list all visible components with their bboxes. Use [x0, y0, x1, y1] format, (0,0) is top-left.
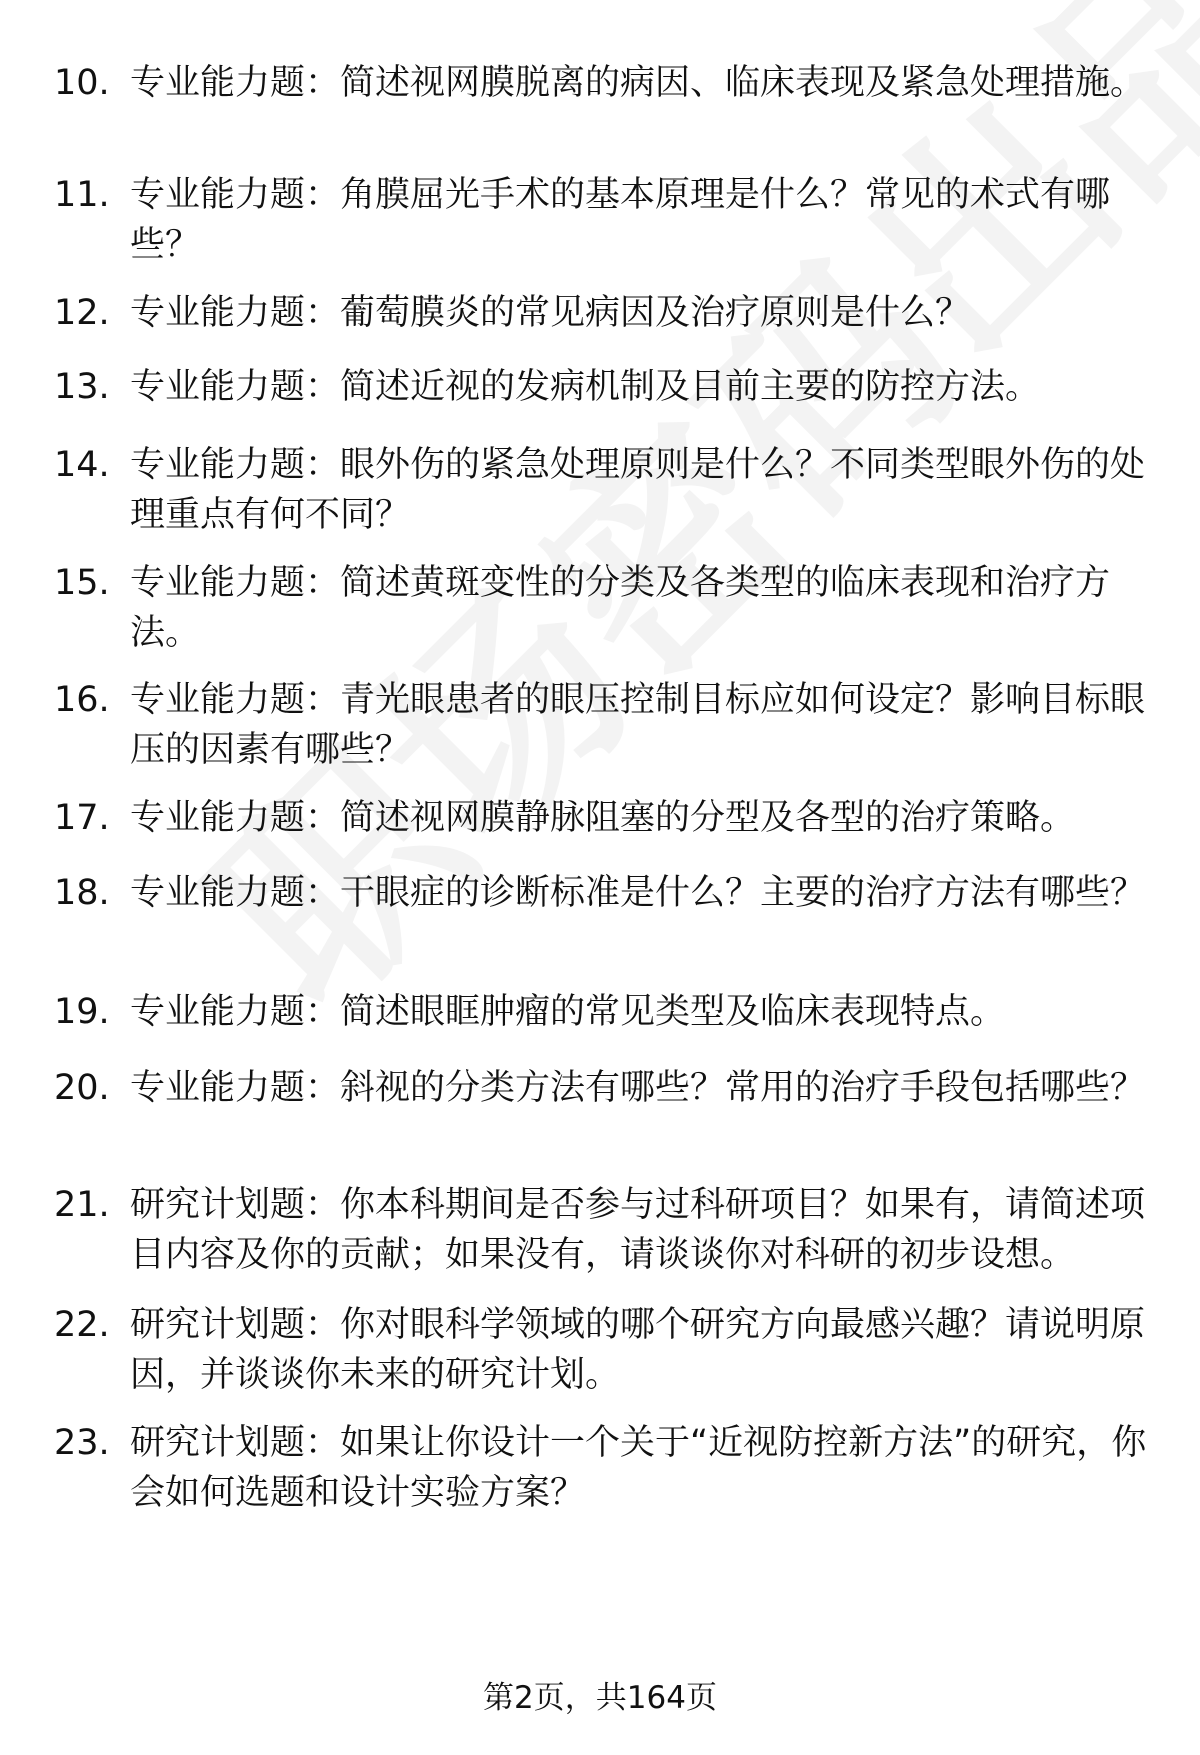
question-number: 10. [54, 63, 110, 103]
question-text: 研究计划题：如果让你设计一个关于“近视防控新方法”的研究，你会如何选题和设计实验方案？ [130, 1423, 1147, 1513]
question-number: 11. [54, 175, 110, 215]
question-text: 专业能力题：简述眼眶肿瘤的常见类型及临床表现特点。 [130, 992, 1006, 1032]
question-text: 专业能力题：简述黄斑变性的分类及各类型的临床表现和治疗方法。 [130, 563, 1111, 653]
question-text: 专业能力题：简述视网膜静脉阻塞的分型及各型的治疗策略。 [130, 798, 1076, 838]
question-number: 13. [54, 367, 110, 407]
question-number: 19. [54, 992, 110, 1032]
question-text: 专业能力题：斜视的分类方法有哪些？常用的治疗手段包括哪些？ [130, 1068, 1146, 1108]
question-number: 16. [54, 680, 110, 720]
question-text: 专业能力题：眼外伤的紧急处理原则是什么？不同类型眼外伤的处理重点有何不同？ [130, 445, 1146, 535]
question-number: 22. [54, 1305, 110, 1345]
question-text: 专业能力题：简述近视的发病机制及目前主要的防控方法。 [130, 367, 1041, 407]
page-footer: 第2页，共164页 [483, 1680, 717, 1716]
question-number: 21. [54, 1185, 110, 1225]
question-number: 23. [54, 1423, 110, 1463]
question-number: 18. [54, 873, 110, 913]
question-number: 12. [54, 293, 110, 333]
question-number: 20. [54, 1068, 110, 1108]
question-number: 17. [54, 798, 110, 838]
question-text: 研究计划题：你本科期间是否参与过科研项目？如果有，请简述项目内容及你的贡献；如果没有，请谈谈你对科研的初步设想。 [130, 1185, 1146, 1275]
question-text: 专业能力题：简述视网膜脱离的病因、临床表现及紧急处理措施。 [130, 63, 1146, 103]
question-text: 专业能力题：葡萄膜炎的常见病因及治疗原则是什么？ [130, 293, 971, 333]
question-number: 14. [54, 445, 110, 485]
question-text: 专业能力题：角膜屈光手术的基本原理是什么？常见的术式有哪些？ [130, 175, 1111, 265]
question-text: 专业能力题：青光眼患者的眼压控制目标应如何设定？影响目标眼压的因素有哪些？ [130, 680, 1146, 770]
question-text: 研究计划题：你对眼科学领域的哪个研究方向最感兴趣？请说明原因，并谈谈你未来的研究计划。 [130, 1305, 1146, 1395]
question-number: 15. [54, 563, 110, 603]
question-text: 专业能力题：干眼症的诊断标准是什么？主要的治疗方法有哪些？ [130, 873, 1146, 913]
